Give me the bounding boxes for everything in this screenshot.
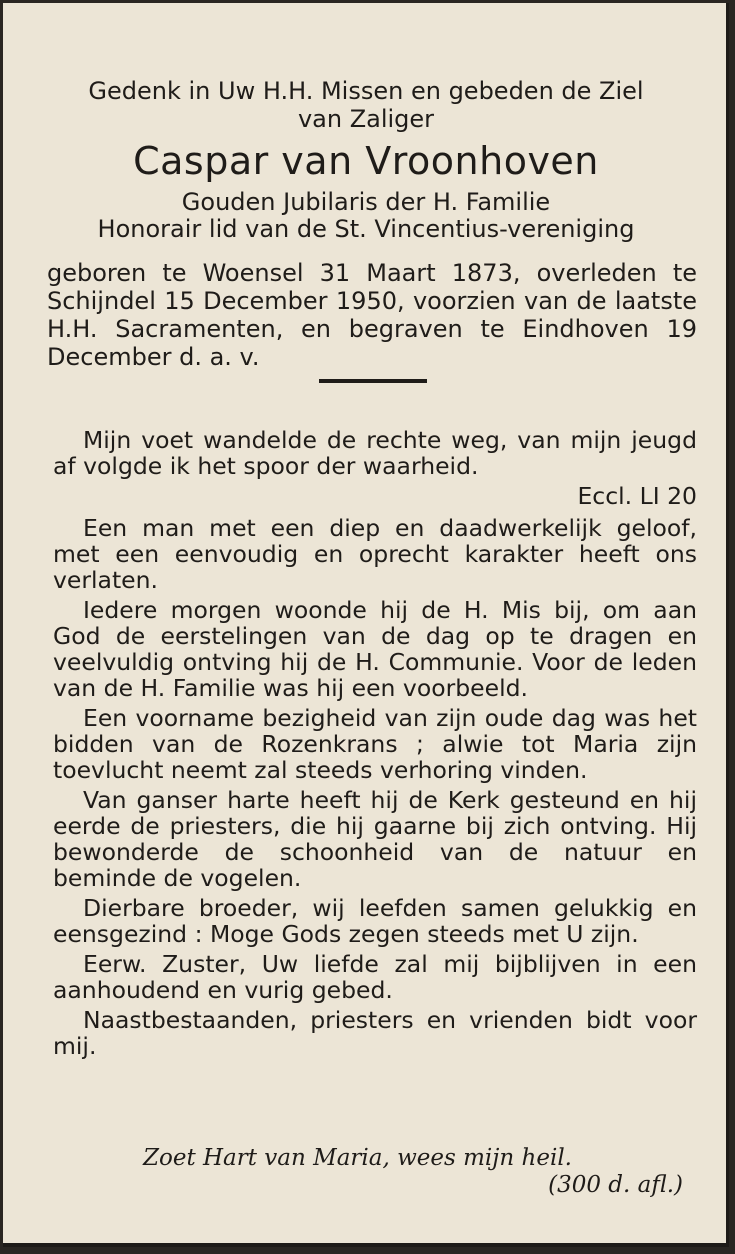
divider-rule: [319, 379, 427, 383]
paragraph: Dierbare broeder, wij leefden samen gelukkig en eensgezind : Moge Gods zegen steeds met U zijn.: [53, 894, 697, 948]
title-line-2: Honorair lid van de St. Vincentius-vereniging: [97, 215, 635, 243]
paragraph: Iedere morgen woonde hij de H. Mis bij, om aan God de eerstelingen van de dag op te dragen en veelvuldig ontving hij de H. Communie. Voor de leden van de H. Familie was hij een voorbeeld.: [53, 596, 697, 702]
quote: Mijn voet wandelde de rechte weg, van mijn jeugd af volgde ik het spoor der waarheid.: [53, 426, 697, 480]
citation: Eccl. LI 20: [577, 482, 697, 510]
intro-line: Gedenk in Uw H.H. Missen en gebeden de Ziel: [88, 77, 644, 105]
paragraph: Van ganser harte heeft hij de Kerk gesteund en hij eerde de priesters, die hij gaarne bij zich ontving. Hij bewonderde de schoonheid van de natuur en beminde de vogelen.: [53, 786, 697, 892]
paragraph: Eerw. Zuster, Uw liefde zal mij bijblijven in een aanhoudend en vurig gebed.: [53, 950, 697, 1004]
paragraph: Naastbestaanden, priesters en vrienden bidt voor mij.: [53, 1006, 697, 1060]
indulgence-line: (300 d. afl.): [548, 1172, 683, 1198]
prayer-line: Zoet Hart van Maria, wees mijn heil.: [143, 1145, 572, 1171]
title-line-1: Gouden Jubilaris der H. Familie: [181, 188, 551, 216]
deceased-name: Caspar van Vroonhoven: [133, 139, 599, 183]
card-header: [3, 77, 729, 243]
memorial-card: [3, 3, 729, 1247]
paragraph: Een man met een diep en daadwerkelijk geloof, met een eenvoudig en oprecht karakter heeft ons verlaten.: [53, 514, 697, 594]
closing-prayer: [133, 1145, 693, 1199]
intro-line-2: van Zaliger: [297, 105, 435, 133]
paragraph: Een voorname bezigheid van zijn oude dag was het bidden van de Rozenkrans ; alwie tot Maria zijn toevlucht neemt zal steeds verhoring vinden.: [53, 704, 697, 784]
card-body: [53, 427, 697, 1063]
biography: geboren te Woensel 31 Maart 1873, overleden te Schijndel 15 December 1950, voorzien van de laatste H.H. Sacramenten, en begraven te Eindhoven 19 December d. a. v.: [47, 259, 697, 371]
